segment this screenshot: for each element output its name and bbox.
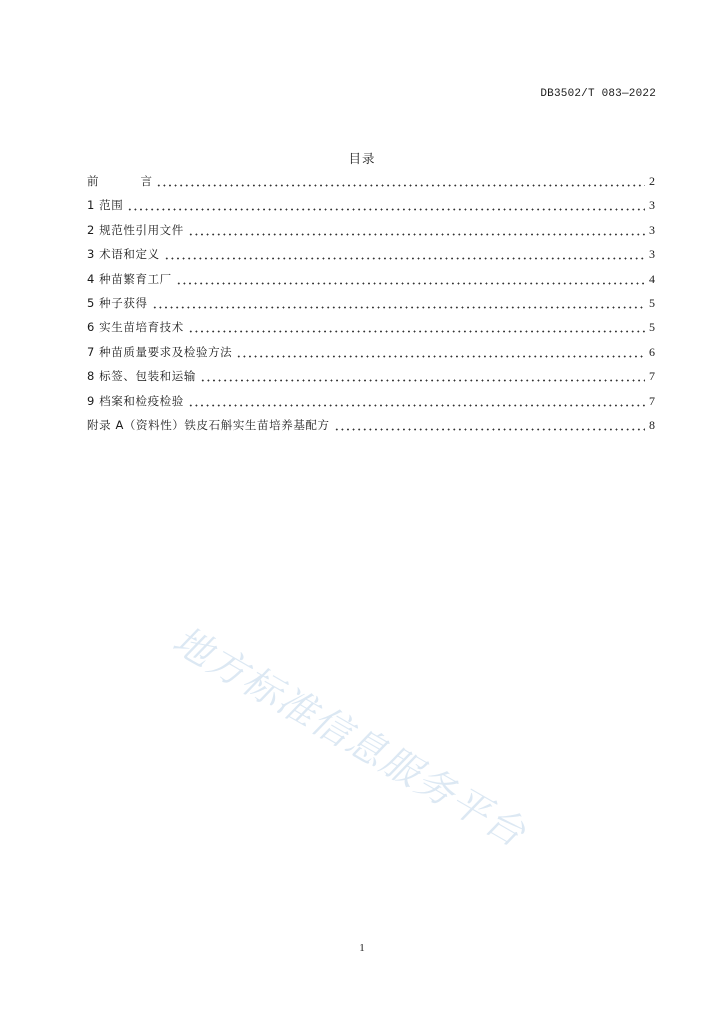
toc-entry[interactable] [87, 320, 655, 344]
toc-entry-label: 附录 A（资料性）铁皮石斛实生苗培养基配方 [87, 417, 330, 432]
dot-leader [334, 421, 645, 431]
dot-leader [164, 250, 645, 260]
watermark: 地方标准信息服务平台 [165, 617, 534, 856]
page-number: 1 [359, 942, 365, 954]
toc-entry[interactable] [87, 272, 655, 296]
toc-entry-label [87, 174, 152, 188]
toc-entry-page: 5 [649, 295, 655, 310]
toc-entry-label: 7 种苗质量要求及检验方法 [87, 344, 233, 359]
toc-entry-preface[interactable] [87, 174, 655, 198]
dot-leader [188, 397, 645, 407]
toc-entry-label: 1 范围 [87, 198, 124, 213]
toc-entry-label: 4 种苗繁育工厂 [87, 271, 172, 286]
toc-entry-label: 3 术语和定义 [87, 247, 160, 262]
dot-leader [200, 372, 645, 382]
dot-leader [188, 323, 645, 333]
toc-entry-page: 5 [649, 320, 655, 335]
toc-entry-page: 4 [649, 271, 655, 286]
toc-entry-page: 7 [649, 369, 655, 384]
dot-leader [236, 348, 645, 358]
toc-entry-label: 9 档案和检疫检验 [87, 393, 184, 408]
toc-entry-label: 8 标签、包装和运输 [87, 369, 196, 384]
dot-leader [188, 226, 645, 236]
dot-leader [127, 201, 645, 211]
toc-entry-label: 2 规范性引用文件 [87, 222, 184, 237]
toc-entry-page: 8 [649, 417, 655, 432]
toc-entry[interactable] [87, 369, 655, 393]
dot-leader [152, 299, 645, 309]
toc-entry-page: 3 [649, 247, 655, 262]
toc-entry-page: 6 [649, 344, 655, 359]
dot-leader [156, 177, 645, 187]
toc-entry[interactable] [87, 223, 655, 247]
toc-entry-label: 6 实生苗培育技术 [87, 320, 184, 335]
toc-entry[interactable] [87, 345, 655, 369]
toc-entry-page: 3 [649, 198, 655, 213]
toc-entry-appendix[interactable] [87, 418, 655, 442]
toc-entry[interactable] [87, 247, 655, 271]
toc-title: 目录 [348, 151, 376, 166]
dot-leader [176, 275, 645, 285]
table-of-contents [87, 174, 655, 442]
preface-char-2: 言 [140, 174, 152, 188]
toc-entry[interactable] [87, 296, 655, 320]
toc-entry-page: 3 [649, 222, 655, 237]
toc-entry[interactable] [87, 394, 655, 418]
toc-entry-label: 5 种子获得 [87, 295, 148, 310]
toc-entry[interactable] [87, 198, 655, 222]
document-code: DB3502/T 083—2022 [540, 88, 656, 100]
toc-entry-page: 7 [649, 393, 655, 408]
preface-char-1: 前 [87, 174, 99, 188]
toc-entry-page: 2 [649, 174, 655, 188]
